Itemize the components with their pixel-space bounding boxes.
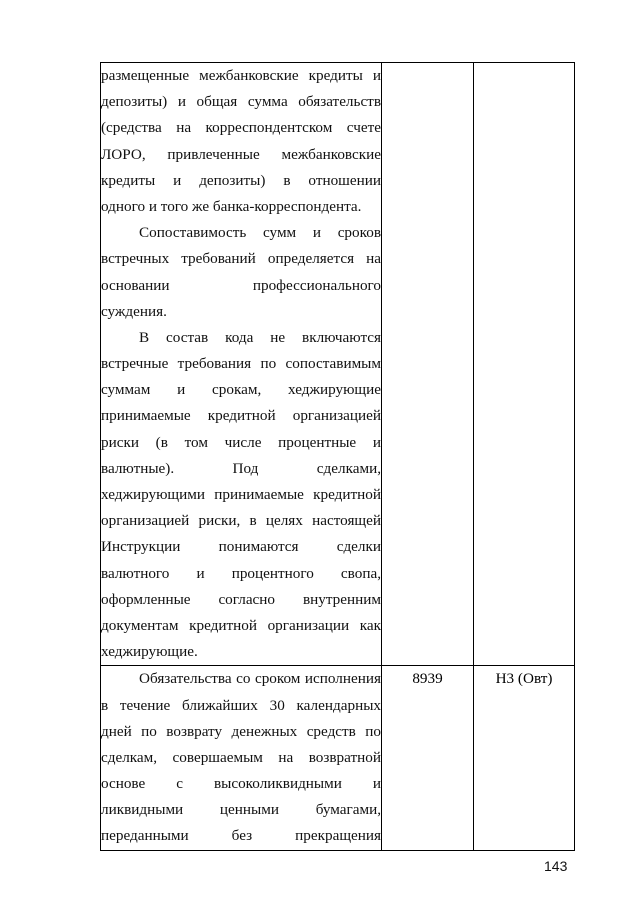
code-value: 8939 xyxy=(412,670,443,688)
text-line: суждения. xyxy=(101,302,167,320)
text-line: валютного и процентного свопа, xyxy=(101,564,381,582)
description-cell xyxy=(101,63,382,666)
norm-value: Н3 (Овт) xyxy=(495,670,553,688)
text-line: в течение ближайших 30 календарных xyxy=(101,696,381,714)
description-cell xyxy=(101,666,382,850)
text-line: Сопоставимость сумм и сроков xyxy=(139,224,381,242)
text-line: принимаемые кредитной организацией xyxy=(101,407,381,425)
text-line: одного и того же банка-корреспондента. xyxy=(101,197,362,215)
text-line: основе с высоколиквидными и xyxy=(101,775,381,793)
text-line: встречных требований определяется на xyxy=(101,250,381,268)
text-line: хеджирующими принимаемые кредитной xyxy=(101,486,381,503)
norm-cell xyxy=(474,666,575,850)
text-line: документам кредитной организации как xyxy=(101,616,381,634)
table-row xyxy=(101,63,575,666)
text-line: риски (в том числе процентные и xyxy=(101,433,381,451)
text-line: хеджирующие. xyxy=(101,643,198,661)
text-line: кредиты и депозиты) в отношении xyxy=(101,171,381,189)
norm-cell xyxy=(474,63,575,666)
table-row xyxy=(101,666,575,850)
text-line: дней по возврату денежных средств по xyxy=(101,722,381,740)
text-line: организацией риски, в целях настоящей xyxy=(101,512,381,530)
text-line: В состав кода не включаются xyxy=(139,328,381,346)
code-cell xyxy=(382,63,474,666)
text-line: встречные требования по сопоставимым xyxy=(101,355,381,373)
text-line: переданными без прекращения xyxy=(101,827,381,845)
text-line: сделкам, совершаемым на возвратной xyxy=(101,748,381,766)
text-line: ликвидными ценными бумагами, xyxy=(101,801,381,819)
text-line: Инструкции понимаются сделки xyxy=(101,538,381,556)
text-line: основании профессионального xyxy=(101,276,381,294)
text-line: депозиты) и общая сумма обязательств xyxy=(101,93,381,111)
text-line: Обязательства со сроком исполнения xyxy=(139,670,381,688)
text-line: оформленные согласно внутренним xyxy=(101,590,381,608)
text-line: ЛОРО, привлеченные межбанковские xyxy=(101,145,381,163)
code-cell xyxy=(382,666,474,850)
page-number: 143 xyxy=(544,858,568,874)
text-line: размещенные межбанковские кредиты и xyxy=(101,67,381,84)
text-line: (средства на корреспондентском счете xyxy=(101,119,381,137)
text-line: суммам и срокам, хеджирующие xyxy=(101,381,381,399)
text-line: валютные). Под сделками, xyxy=(101,459,381,477)
instruction-table xyxy=(100,62,575,851)
